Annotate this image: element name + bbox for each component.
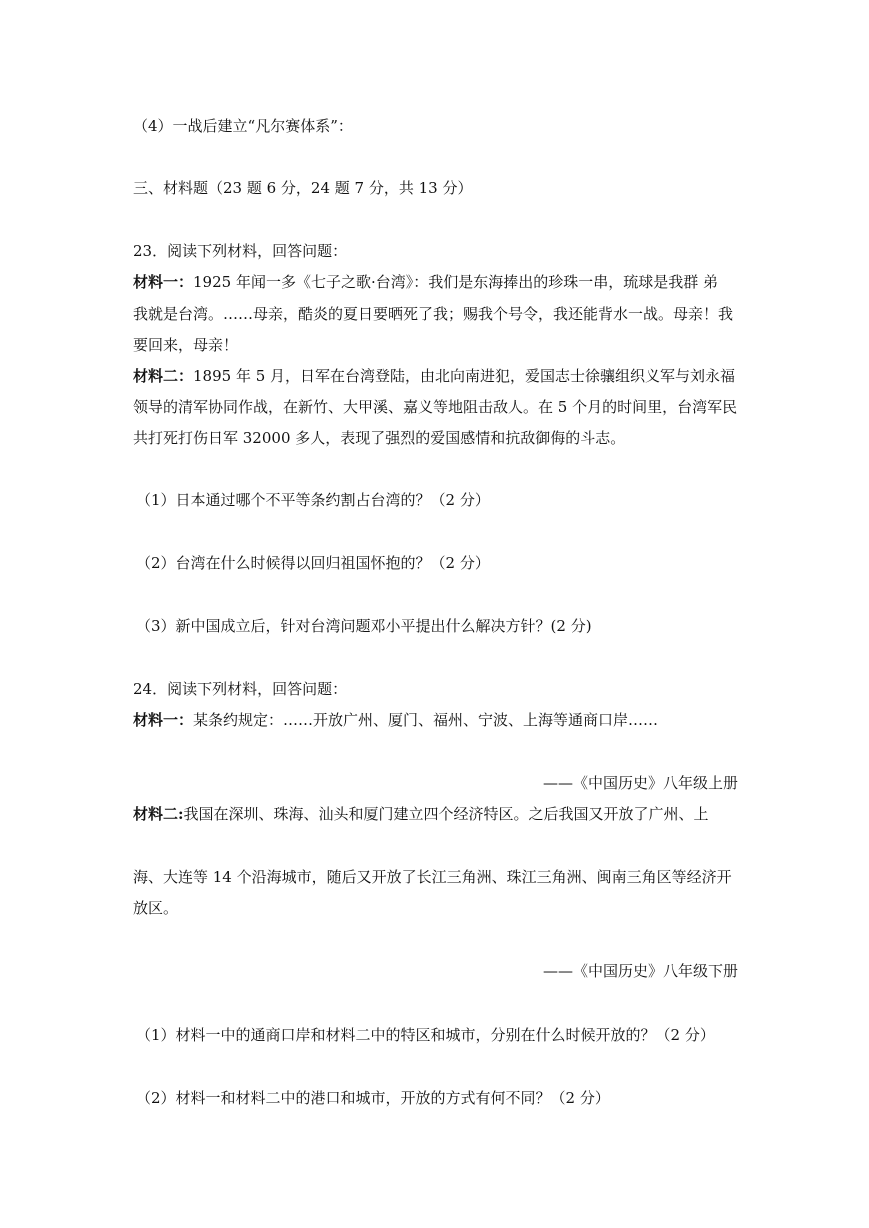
q23-material-2-line-2: 领导的清军协同作战，在新竹、大甲溪、嘉义等地阻击敌人。在 5 个月的时间里，台湾军民 — [133, 398, 738, 416]
q24-material-2-text-1: 我国在深圳、珠海、汕头和厦门建立四个经济特区。之后我国又开放了广州、上 — [183, 805, 709, 823]
q24-material-2-line-2: 海、大连等 14 个沿海城市，随后又开放了长江三角洲、珠江三角洲、闽南三角区等经济开 — [133, 868, 732, 886]
q23-material-1-text-1: 1925 年闻一多《七子之歌·台湾》：我们是东海捧出的珍珠一串，琉球是我群 弟 — [193, 273, 718, 291]
question-24-intro: 24．阅读下列材料，回答问题： — [133, 680, 348, 698]
q23-material-1-label: 材料一： — [133, 273, 194, 291]
q23-material-1-line-2: 我就是台湾。……母亲，酷炎的夏日要晒死了我；赐我个号令，我还能背水一战。母亲！我 — [133, 305, 734, 323]
question-22-part-4: （4）一战后建立“凡尔赛体系”： — [133, 117, 353, 135]
q23-material-2-line-1 — [133, 366, 739, 386]
q23-sub-question-2: （2）台湾在什么时候得以回归祖国怀抱的？（2 分） — [136, 554, 490, 572]
q24-sub-question-2: （2）材料一和材料二中的港口和城市，开放的方式有何不同？（2 分） — [136, 1089, 610, 1107]
q23-material-2-text-1: 1895 年 5 月，日军在台湾登陆，由北向南进犯，爱国志士徐骧组织义军与刘永福 — [193, 367, 736, 385]
q23-material-2-line-3: 共打死打伤日军 32000 多人，表现了强烈的爱国感情和抗敌御侮的斗志。 — [133, 429, 626, 447]
q24-material-2-label: 材料二: — [133, 805, 184, 823]
q23-material-2-label: 材料二： — [133, 367, 194, 385]
q24-material-1-source: ——《中国历史》八年级上册 — [542, 774, 738, 792]
q23-sub-question-1: （1）日本通过哪个不平等条约割占台湾的？（2 分） — [136, 491, 490, 509]
q24-material-2-line-1 — [133, 804, 739, 824]
question-23-intro: 23．阅读下列材料，回答问题： — [133, 242, 348, 260]
q23-sub-question-3: （3）新中国成立后，针对台湾问题邓小平提出什么解决方针？(2 分) — [136, 617, 592, 635]
q24-material-2-source: ——《中国历史》八年级下册 — [542, 962, 738, 980]
q24-material-2-line-3: 放区。 — [133, 899, 179, 917]
q24-material-1 — [133, 710, 739, 730]
q24-material-1-text: 某条约规定：……开放广州、厦门、福州、宁波、上海等通商口岸…… — [193, 711, 659, 729]
q23-material-1-line-3: 要回来，母亲！ — [133, 336, 239, 354]
q24-material-1-label: 材料一： — [133, 711, 194, 729]
section-title: 三、材料题（23 题 6 分，24 题 7 分，共 13 分） — [133, 179, 473, 197]
q23-material-1-line-1 — [133, 272, 739, 292]
q24-sub-question-1: （1）材料一中的通商口岸和材料二中的特区和城市，分别在什么时候开放的？（2 分） — [136, 1026, 715, 1044]
